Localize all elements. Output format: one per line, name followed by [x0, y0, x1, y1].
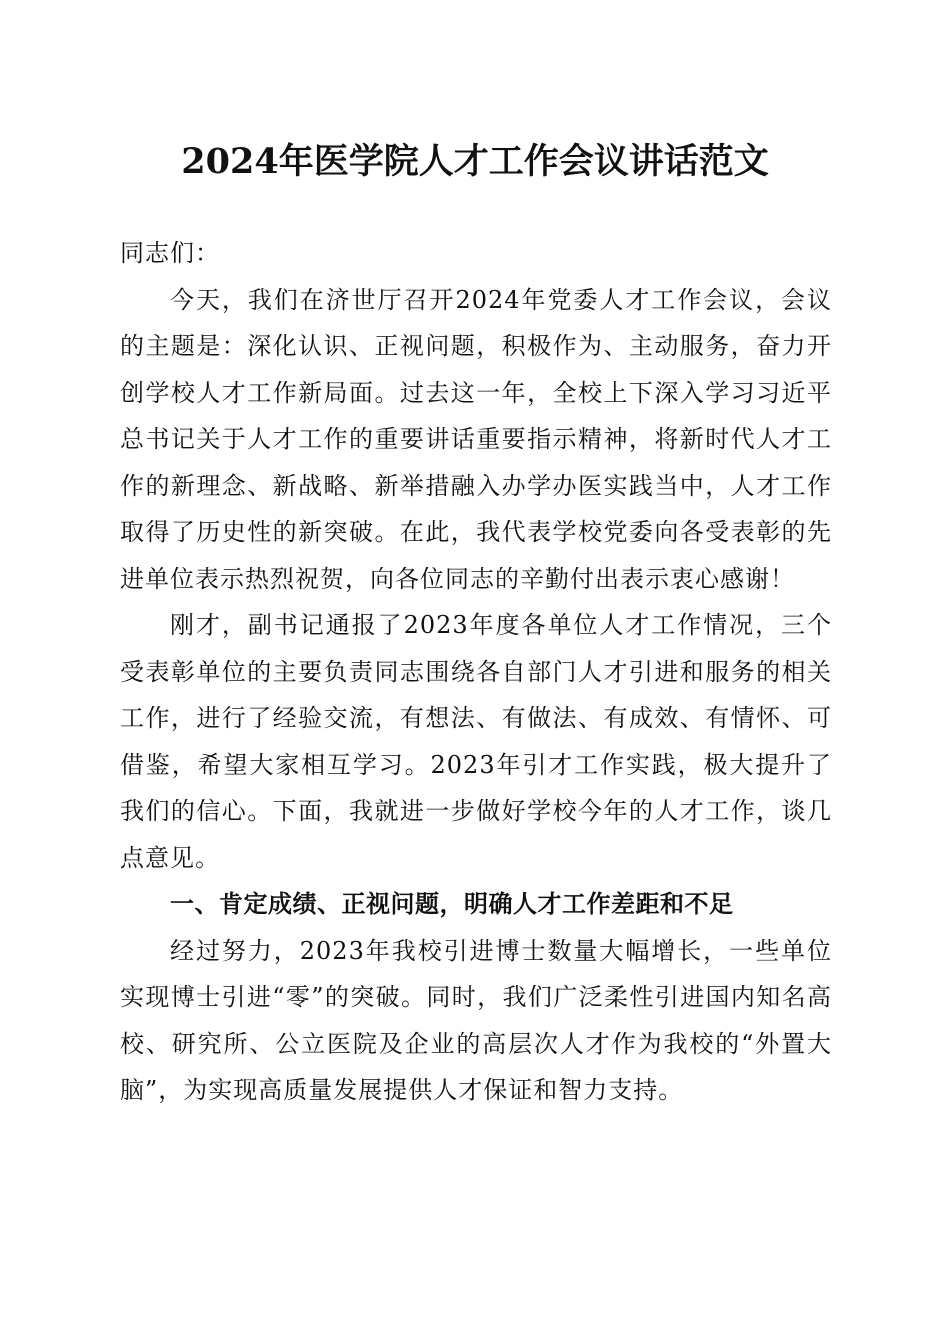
document-body: [120, 230, 832, 1114]
section-heading-1: 一、肯定成绩、正视问题，明确人才工作差距和不足: [170, 890, 734, 918]
salutation: 同志们：: [120, 239, 220, 267]
paragraph-2: 刚才，副书记通报了2023年度各单位人才工作情况，三个受表彰单位的主要负责同志围绕各自部门人才引进和服务的相关工作，进行了经验交流，有想法、有做法、有成效、有情怀、可借鉴，希望大家相互学习。2023年引才工作实践，极大提升了我们的信心。下面，我就进一步做好学校今年的人才工作，谈几点意见。: [120, 611, 832, 872]
paragraph-1: 今天，我们在济世厅召开2024年党委人才工作会议，会议的主题是：深化认识、正视问题，积极作为、主动服务，奋力开创学校人才工作新局面。过去这一年，全校上下深入学习习近平总书记关于人才工作的重要讲话重要指示精神，将新时代人才工作的新理念、新战略、新举措融入办学办医实践当中，人才工作取得了历史性的新突破。在此，我代表学校党委向各受表彰的先进单位表示热烈祝贺，向各位同志的辛勤付出表示衷心感谢！: [120, 285, 832, 593]
paragraph-3: 经过努力，2023年我校引进博士数量大幅增长，一些单位实现博士引进“零”的突破。同时，我们广泛柔性引进国内知名高校、研究所、公立医院及企业的高层次人才作为我校的“外置大脑”，为实现高质量发展提供人才保证和智力支持。: [120, 936, 832, 1104]
document-title: 2024年医学院人才工作会议讲话范文: [181, 141, 769, 182]
